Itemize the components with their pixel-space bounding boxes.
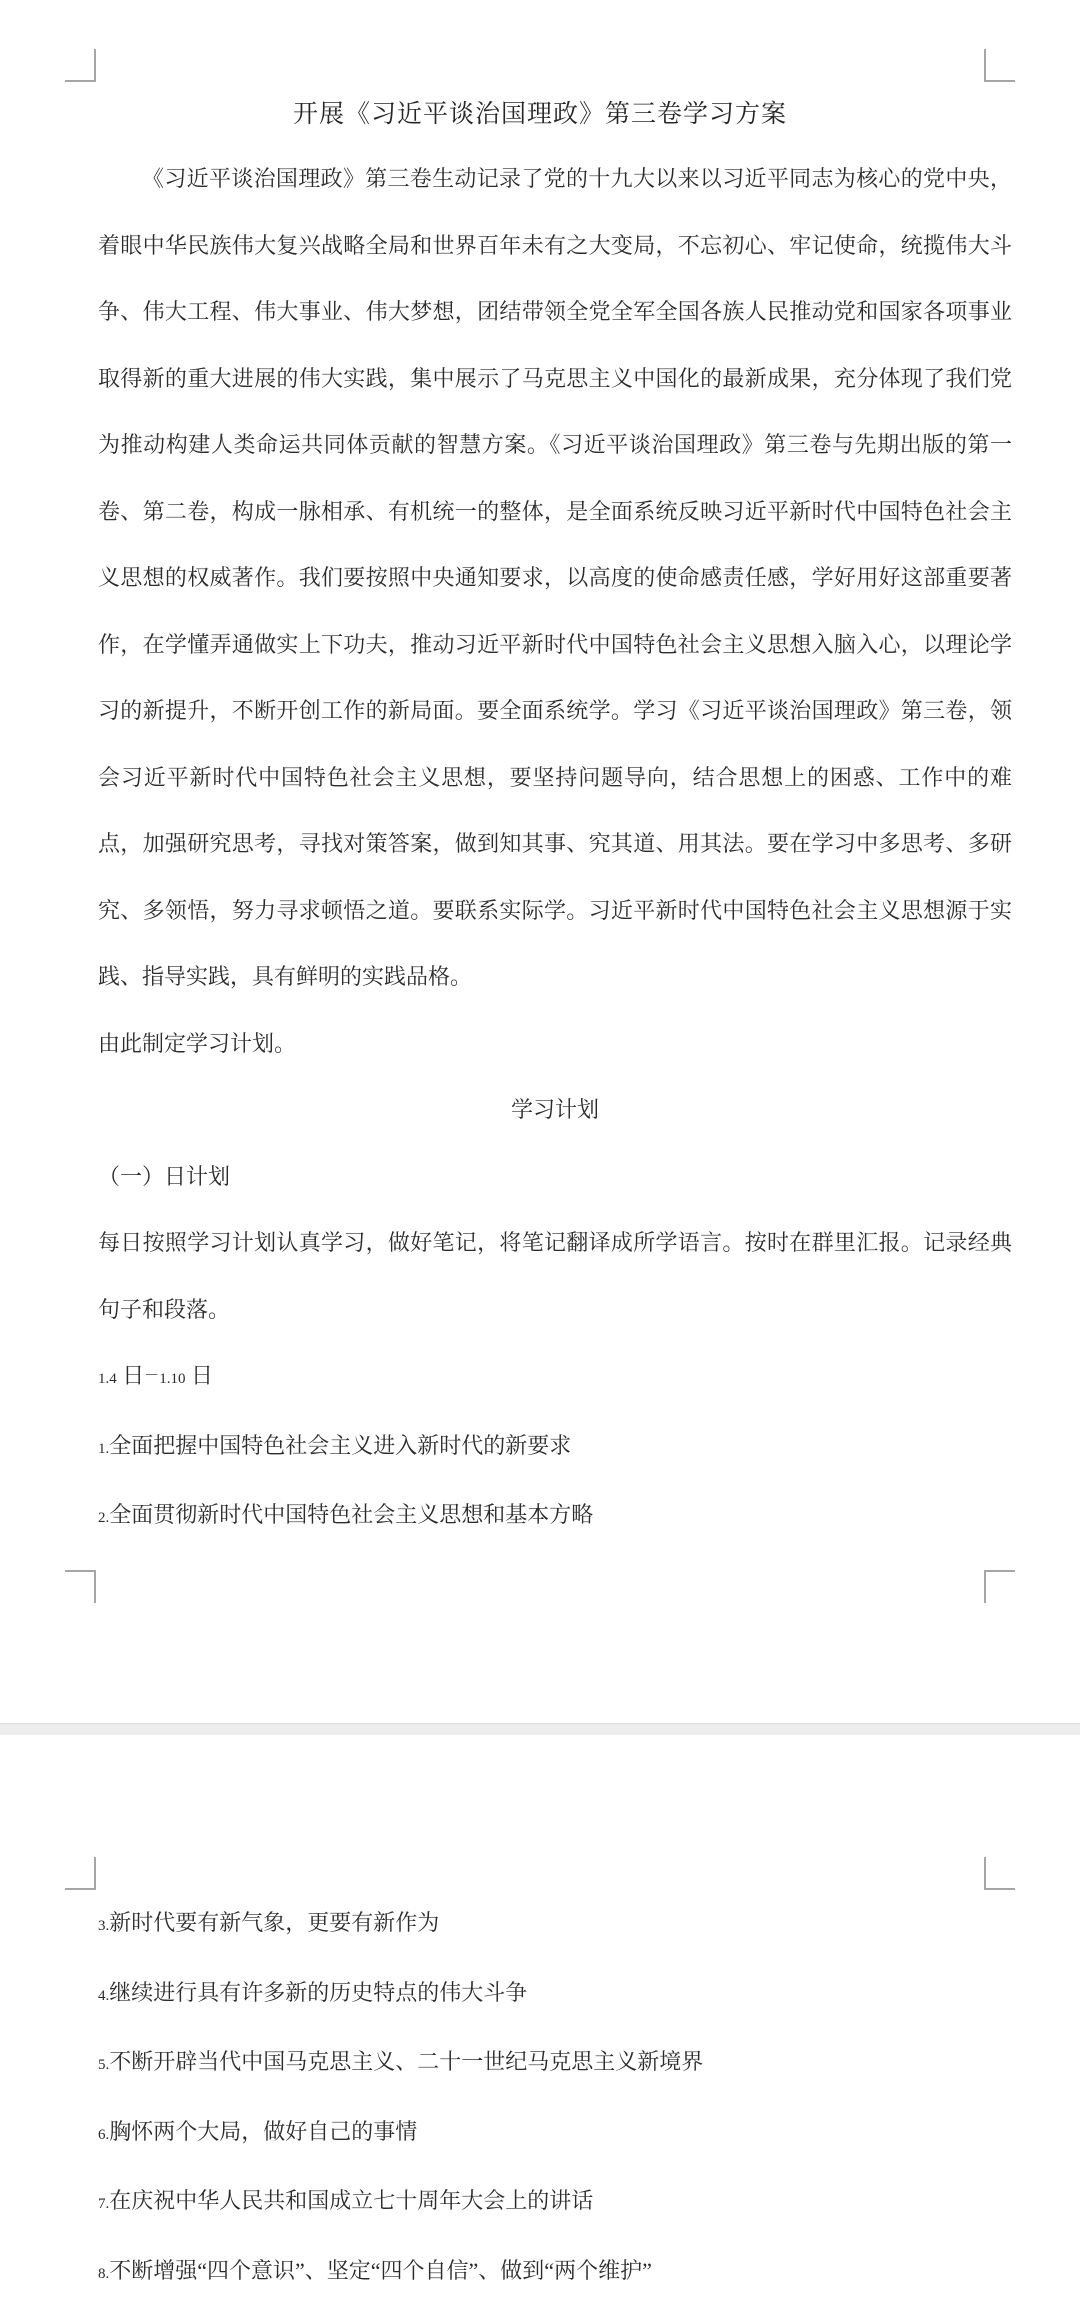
study-item xyxy=(98,1482,1012,1552)
date-end-unit: 日 xyxy=(191,1363,213,1388)
margin-corner-mark-bottom-left xyxy=(65,1570,96,1603)
study-item-number: 1. xyxy=(98,1441,109,1457)
study-item xyxy=(98,1890,1012,1960)
margin-corner-mark-top-right xyxy=(984,49,1015,82)
section-heading-study-plan: 学习计划 xyxy=(98,1077,1012,1144)
study-item-number: 3. xyxy=(98,1918,109,1934)
study-item xyxy=(98,2238,1012,2307)
date-start-number: 1.4 xyxy=(98,1371,117,1387)
study-item xyxy=(98,2029,1012,2099)
date-end-number: 1.10 xyxy=(159,1371,185,1387)
study-item-number: 7. xyxy=(98,2196,109,2212)
study-item-list-page2 xyxy=(98,1890,1012,2307)
study-item-text: 在庆祝中华人民共和国成立七十周年大会上的讲话 xyxy=(109,2188,593,2213)
study-item-text: 全面把握中国特色社会主义进入新时代的新要求 xyxy=(109,1433,571,1458)
study-item xyxy=(98,2099,1012,2169)
plan-lead-line: 由此制定学习计划。 xyxy=(98,1011,1012,1078)
study-item-number: 5. xyxy=(98,2057,109,2073)
study-item-list-page1 xyxy=(98,1413,1012,1552)
study-item-number: 6. xyxy=(98,2127,109,2143)
study-item-number: 8. xyxy=(98,2266,109,2282)
study-item xyxy=(98,2168,1012,2238)
date-range-dash: － xyxy=(144,1368,159,1384)
page2-text-body xyxy=(98,1890,1012,2307)
study-item xyxy=(98,1960,1012,2030)
date-start-unit: 日 xyxy=(122,1363,144,1388)
study-item-text: 不断增强“四个意识”、坚定“四个自信”、做到“两个维护” xyxy=(109,2258,652,2283)
document-title: 开展《习近平谈治国理政》第三卷学习方案 xyxy=(0,94,1080,130)
margin-corner-mark-bottom-right xyxy=(984,1570,1015,1603)
daily-plan-paragraph: 每日按照学习计划认真学习，做好笔记，将笔记翻译成所学语言。按时在群里汇报。记录经典句子和段落。 xyxy=(98,1210,1012,1343)
sub-heading-daily-plan: （一）日计划 xyxy=(98,1144,1012,1211)
study-item-text: 新时代要有新气象，更要有新作为 xyxy=(109,1910,439,1935)
margin-corner-mark-top-left xyxy=(65,49,96,82)
intro-paragraph: 《习近平谈治国理政》第三卷生动记录了党的十九大以来以习近平同志为核心的党中央，着眼中华民族伟大复兴战略全局和世界百年未有之大变局，不忘初心、牢记使命，统揽伟大斗争、伟大工程、伟大事业、伟大梦想，团结带领全党全军全国各族人民推动党和国家各项事业取得新的重大进展的伟大实践，集中展示了马克思主义中国化的最新成果，充分体现了我们党为推动构建人类命运共同体贡献的智慧方案。《习近平谈治国理政》第三卷与先期出版的第一卷、第二卷，构成一脉相承、有机统一的整体，是全面系统反映习近平新时代中国特色社会主义思想的权威著作。我们要按照中央通知要求，以高度的使命感责任感，学好用好这部重要著作，在学懂弄通做实上下功夫，推动习近平新时代中国特色社会主义思想入脑入心，以理论学习的新提升，不断开创工作的新局面。要全面系统学。学习《习近平谈治国理政》第三卷，领会习近平新时代中国特色社会主义思想，要坚持问题导向，结合思想上的困惑、工作中的难点，加强研究思考，寻找对策答案，做到知其事、究其道、用其法。要在学习中多思考、多研究、多领悟，努力寻求顿悟之道。要联系实际学。习近平新时代中国特色社会主义思想源于实践、指导实践，具有鲜明的实践品格。 xyxy=(98,146,1012,1011)
page-separator xyxy=(0,1723,1080,1735)
study-item-number: 2. xyxy=(98,1510,109,1526)
study-item-number: 4. xyxy=(98,1988,109,2004)
margin-corner-mark-top-left xyxy=(65,1857,96,1890)
page-2[interactable] xyxy=(0,1735,1080,2280)
study-item-text: 继续进行具有许多新的历史特点的伟大斗争 xyxy=(109,1980,527,2005)
date-range-line xyxy=(98,1343,1012,1413)
page1-text-body xyxy=(98,146,1012,1552)
study-item xyxy=(98,1413,1012,1483)
study-item-text: 全面贯彻新时代中国特色社会主义思想和基本方略 xyxy=(109,1502,593,1527)
study-item-text: 不断开辟当代中国马克思主义、二十一世纪马克思主义新境界 xyxy=(109,2049,703,2074)
margin-corner-mark-top-right xyxy=(984,1857,1015,1890)
study-item-text: 胸怀两个大局，做好自己的事情 xyxy=(109,2119,417,2144)
